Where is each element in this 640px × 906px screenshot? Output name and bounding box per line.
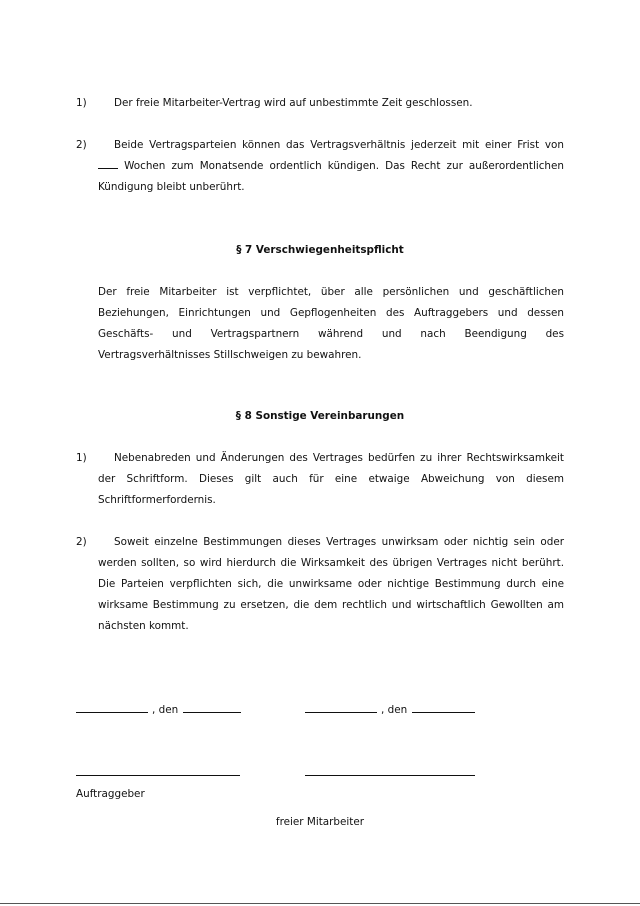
clause-text: Der freie Mitarbeiter-Vertrag wird auf unbestimmte Zeit geschlossen. bbox=[114, 97, 473, 109]
item-number: 1) bbox=[76, 452, 87, 464]
page-bottom-border bbox=[0, 903, 640, 904]
clause-text-before: Beide Vertragsparteien können das Vertragsverhältnis jederzeit mit einer Frist von bbox=[114, 139, 564, 151]
weeks-blank[interactable] bbox=[98, 158, 118, 169]
den-label: , den bbox=[381, 704, 408, 716]
contractor-label: freier Mitarbeiter bbox=[275, 816, 365, 828]
confidentiality-text: Der freie Mitarbeiter ist verpflichtet, über alle persönlichen und geschäftlichen Beziehungen, Einrichtungen und Gepflogenheiten des Auftraggebers und dessen Geschäfts- und Vertragspartnern während und nach Beendigung des Vertragsverhältnisses Stillschweigen zu bewahren. bbox=[98, 286, 564, 361]
left-place-line[interactable] bbox=[76, 712, 148, 713]
right-place-line[interactable] bbox=[305, 712, 377, 713]
den-label: , den bbox=[152, 704, 179, 716]
item-number: 2) bbox=[76, 536, 87, 548]
section-heading: § 7 Verschwiegenheitspflicht bbox=[236, 244, 404, 256]
section-heading: § 8 Sonstige Vereinbarungen bbox=[235, 410, 405, 422]
contractor-signature-line[interactable] bbox=[305, 775, 475, 776]
left-date-line[interactable] bbox=[183, 712, 241, 713]
right-date-line[interactable] bbox=[412, 712, 475, 713]
clause-text-after: Wochen zum Monatsende ordentlich kündigen. Das Recht zur außerordentlichen Kündigung bleibt unberührt. bbox=[98, 160, 564, 193]
client-label: Auftraggeber bbox=[76, 788, 145, 800]
item-number: 1) bbox=[76, 97, 87, 109]
item-number: 2) bbox=[76, 139, 87, 151]
notice-period-clause bbox=[98, 135, 564, 198]
clause-text: Nebenabreden und Änderungen des Vertrages bedürfen zu ihrer Rechtswirksamkeit der Schriftform. Dieses gilt auch für eine etwaige Abweichung von diesem Schriftformerfordernis. bbox=[98, 452, 564, 506]
clause-text: Soweit einzelne Bestimmungen dieses Vertrages unwirksam oder nichtig sein oder werden sollten, so wird hierdurch die Wirksamkeit des übrigen Vertrages nicht berührt. Die Parteien verpflichten sich, die unwirksame oder nichtige Bestimmung durch eine wirksame Bestimmung zu ersetzen, die dem rechtlich und wirtschaftlich Gewollten am nächsten kommt. bbox=[98, 536, 564, 632]
client-signature-line[interactable] bbox=[76, 775, 240, 776]
